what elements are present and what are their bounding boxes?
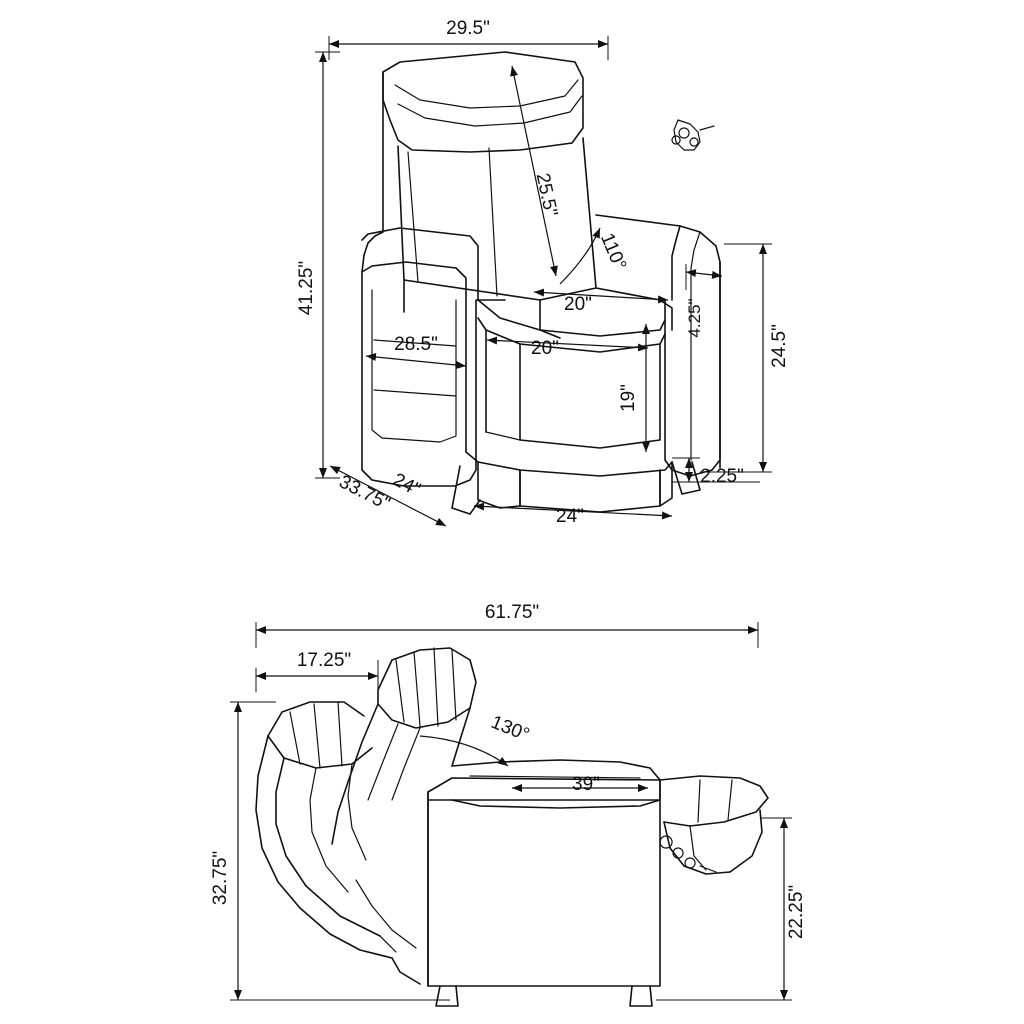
dim-arm-width: 4.25" <box>685 298 704 338</box>
dim-footrest-height: 22.25" <box>786 884 807 940</box>
dim-back-angle: 110° <box>595 230 631 274</box>
dim-seat-depth-inner: 20" <box>531 338 559 359</box>
dim-side-height: 28.5" <box>394 334 438 355</box>
dim-reclined-height: 32.75" <box>210 850 231 906</box>
dim-width-top: 29.5" <box>446 18 490 39</box>
dim-headrest-length: 17.25" <box>296 650 352 671</box>
dim-back-height: 25.5" <box>531 171 562 219</box>
dim-seat-width-inner: 20" <box>564 294 592 315</box>
dim-seat-to-footrest: 39" <box>572 774 600 795</box>
side-view-dimensions <box>210 602 807 1000</box>
dim-overall-depth: 33.75" <box>335 471 394 515</box>
front-view-chair <box>362 52 720 514</box>
dim-clearance: 2.25" <box>700 466 744 487</box>
side-view-chair <box>256 648 768 1006</box>
front-view-dimensions <box>296 18 790 527</box>
dim-overall-height: 41.25" <box>296 260 317 316</box>
dim-arm-height: 24.5" <box>769 324 790 368</box>
dim-recline-angle: 130° <box>487 711 533 746</box>
dim-depth-diagonal: 24" <box>389 469 424 501</box>
dim-base-width: 24" <box>556 506 584 527</box>
dim-extended-length: 61.75" <box>484 602 540 623</box>
dim-seat-height: 19" <box>618 384 639 412</box>
